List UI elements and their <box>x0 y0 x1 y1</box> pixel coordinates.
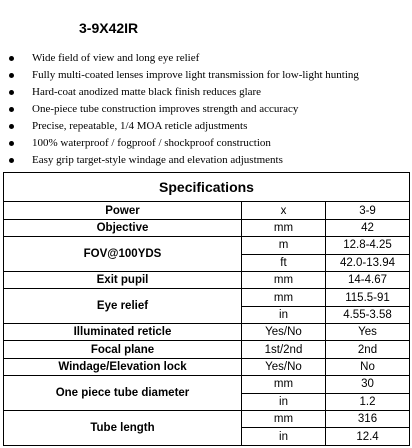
spec-label: Focal plane <box>4 341 242 358</box>
bullet-icon <box>9 73 14 78</box>
spec-unit: x <box>242 202 326 219</box>
spec-label: Windage/Elevation lock <box>4 358 242 375</box>
spec-label: Power <box>4 202 242 219</box>
table-row <box>4 289 410 306</box>
feature-text: Precise, repeatable, 1/4 MOA reticle adjustments <box>32 120 248 132</box>
spec-unit: Yes/No <box>242 324 326 341</box>
spec-value: 42.0-13.94 <box>326 254 410 271</box>
spec-unit: mm <box>242 219 326 236</box>
feature-item <box>0 84 412 101</box>
spec-unit: in <box>242 393 326 410</box>
spec-value: 42 <box>326 219 410 236</box>
feature-text: Hard-coat anodized matte black finish reduces glare <box>32 86 262 98</box>
spec-value: 1.2 <box>326 393 410 410</box>
feature-item <box>0 50 412 67</box>
table-row <box>4 324 410 341</box>
spec-unit: ft <box>242 254 326 271</box>
specifications-table <box>3 172 410 446</box>
feature-item <box>0 152 412 169</box>
feature-item <box>0 67 412 84</box>
bullet-icon <box>9 107 14 112</box>
bullet-icon <box>9 56 14 61</box>
spec-value: 3-9 <box>326 202 410 219</box>
feature-text: 100% waterproof / fogproof / shockproof construction <box>32 137 271 149</box>
spec-label: One piece tube diameter <box>4 376 242 411</box>
feature-text: Fully multi-coated lenses improve light transmission for low-light hunting <box>32 69 359 81</box>
spec-value: Yes <box>326 324 410 341</box>
spec-label: Illuminated reticle <box>4 324 242 341</box>
spec-value: 2nd <box>326 341 410 358</box>
table-row <box>4 358 410 375</box>
spec-unit: mm <box>242 376 326 393</box>
spec-label: Tube length <box>4 411 242 446</box>
spec-unit: m <box>242 237 326 254</box>
spec-unit: mm <box>242 271 326 288</box>
table-row <box>4 237 410 254</box>
feature-item <box>0 118 412 135</box>
feature-list <box>0 50 412 169</box>
table-row <box>4 376 410 393</box>
spec-unit: mm <box>242 411 326 428</box>
spec-value: 30 <box>326 376 410 393</box>
spec-unit: in <box>242 428 326 446</box>
spec-value: 14-4.67 <box>326 271 410 288</box>
table-row <box>4 341 410 358</box>
spec-value: 12.8-4.25 <box>326 237 410 254</box>
spec-value: 115.5-91 <box>326 289 410 306</box>
spec-unit: in <box>242 306 326 323</box>
spec-label: Exit pupil <box>4 271 242 288</box>
spec-unit: 1st/2nd <box>242 341 326 358</box>
spec-label: Objective <box>4 219 242 236</box>
specifications-heading: Specifications <box>4 173 410 202</box>
bullet-icon <box>9 90 14 95</box>
feature-text: Easy grip target-style windage and elevation adjustments <box>32 154 283 166</box>
spec-label: FOV@100YDS <box>4 237 242 272</box>
table-row <box>4 219 410 236</box>
table-row <box>4 202 410 219</box>
table-row <box>4 411 410 428</box>
bullet-icon <box>9 124 14 129</box>
feature-item <box>0 101 412 118</box>
spec-unit: Yes/No <box>242 358 326 375</box>
feature-text: Wide field of view and long eye relief <box>32 52 200 64</box>
spec-value: 4.55-3.58 <box>326 306 410 323</box>
spec-value: No <box>326 358 410 375</box>
bullet-icon <box>9 158 14 163</box>
spec-label: Eye relief <box>4 289 242 324</box>
product-title: 3-9X42IR <box>79 20 139 36</box>
feature-item <box>0 135 412 152</box>
spec-value: 316 <box>326 411 410 428</box>
spec-value: 12.4 <box>326 428 410 446</box>
table-row <box>4 271 410 288</box>
bullet-icon <box>9 141 14 146</box>
feature-text: One-piece tube construction improves strength and accuracy <box>32 103 299 115</box>
spec-unit: mm <box>242 289 326 306</box>
